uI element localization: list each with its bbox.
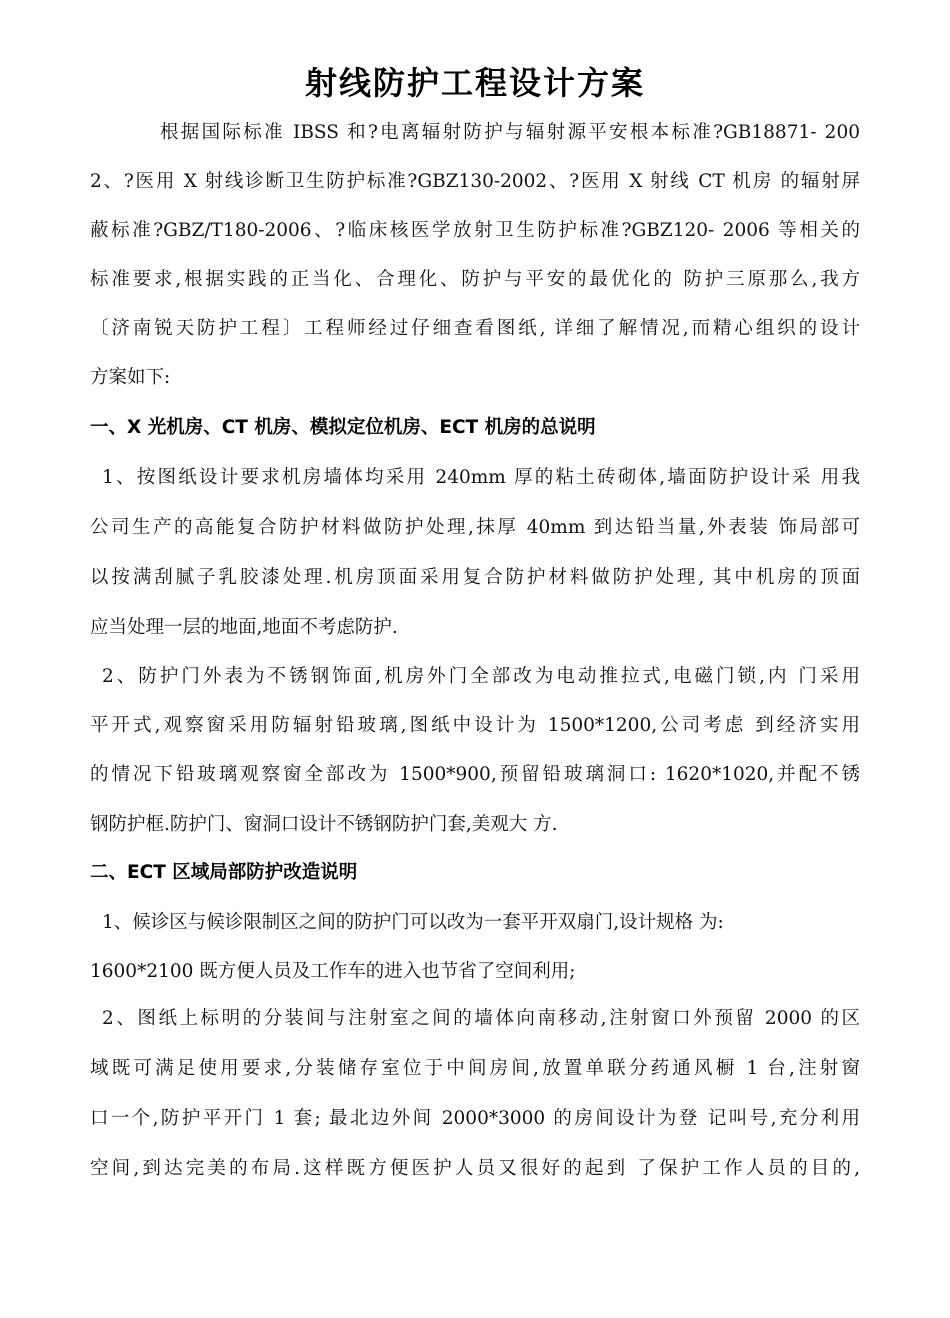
section-1-item-2-line-2: 平开式,观察窗采用防辐射铅玻璃,图纸中设计为 1500*1200,公司考虑 到经济实用: [90, 715, 860, 736]
section-2-item-2-line-3: 口一个,防护平开门 1 套; 最北边外间 2000*3000 的房间设计为登 记叫号,充分利用: [90, 1108, 860, 1129]
section-2-item-2-line-4: 空间,到达完美的布局.这样既方便医护人员又很好的起到 了保护工作人员的目的,: [90, 1158, 860, 1179]
section-1-item-1-line-4: 应当处理一层的地面,地面不考虑防护.: [90, 617, 398, 638]
section-1-item-1-line-3: 以按满刮腻子乳胶漆处理.机房顶面采用复合防护材料做防护处理, 其中机房的顶面: [90, 567, 860, 588]
intro-line-1: 根据国际标准 IBSS 和?电离辐射防护与辐射源平安根本标准?GB18871- 200: [160, 122, 860, 143]
document-title: 射线防护工程设计方案: [304, 64, 645, 102]
intro-line-2: 2、?医用 X 射线诊断卫生防护标准?GBZ130-2002、?医用 X 射线 CT 机房 的辐射屏: [90, 171, 860, 192]
section-1-item-2-line-3: 的情况下铅玻璃观察窗全部改为 1500*900,预留铅玻璃洞口: 1620*1020,并配不锈: [90, 764, 860, 785]
section-2-item-2-line-2: 域既可满足使用要求,分装储存室位于中间房间,放置单联分药通风橱 1 台,注射窗: [90, 1058, 860, 1079]
section-2-heading: 二、ECT 区域局部防护改造说明: [90, 862, 358, 883]
section-1-item-1-line-1: 1、按图纸设计要求机房墙体均采用 240mm 厚的粘土砖砌体,墙面防护设计采 用我: [102, 467, 860, 488]
intro-line-6: 方案如下:: [90, 367, 171, 388]
intro-line-5: 〔济南锐天防护工程〕工程师经过仔细查看图纸, 详细了解情况,而精心组织的设计: [90, 318, 860, 339]
section-1-item-2-line-1: 2、防护门外表为不锈钢饰面,机房外门全部改为电动推拉式,电磁门锁,内 门采用: [102, 666, 860, 687]
section-2-item-2-line-1: 2、图纸上标明的分装间与注射室之间的墙体向南移动,注射窗口外预留 2000 的区: [102, 1008, 860, 1029]
section-2-item-1-line-2: 1600*2100 既方便人员及工作车的进入也节省了空间利用;: [90, 961, 576, 982]
section-1-item-2-line-4: 钢防护框.防护门、窗洞口设计不锈钢防护门套,美观大 方.: [90, 814, 558, 835]
section-1-heading: 一、X 光机房、CT 机房、模拟定位机房、ECT 机房的总说明: [90, 417, 596, 438]
intro-line-4: 标准要求,根据实践的正当化、合理化、防护与平安的最优化的 防护三原那么,我方: [90, 269, 860, 290]
intro-line-3: 蔽标准?GBZ/T180-2006、?临床核医学放射卫生防护标准?GBZ120- 2006 等相关的: [90, 220, 860, 241]
section-1-item-1-line-2: 公司生产的高能复合防护材料做防护处理,抹厚 40mm 到达铅当量,外表装 饰局部可: [90, 517, 860, 538]
section-2-item-1-line-1: 1、候诊区与候诊限制区之间的防护门可以改为一套平开双扇门,设计规格 为:: [102, 912, 724, 933]
